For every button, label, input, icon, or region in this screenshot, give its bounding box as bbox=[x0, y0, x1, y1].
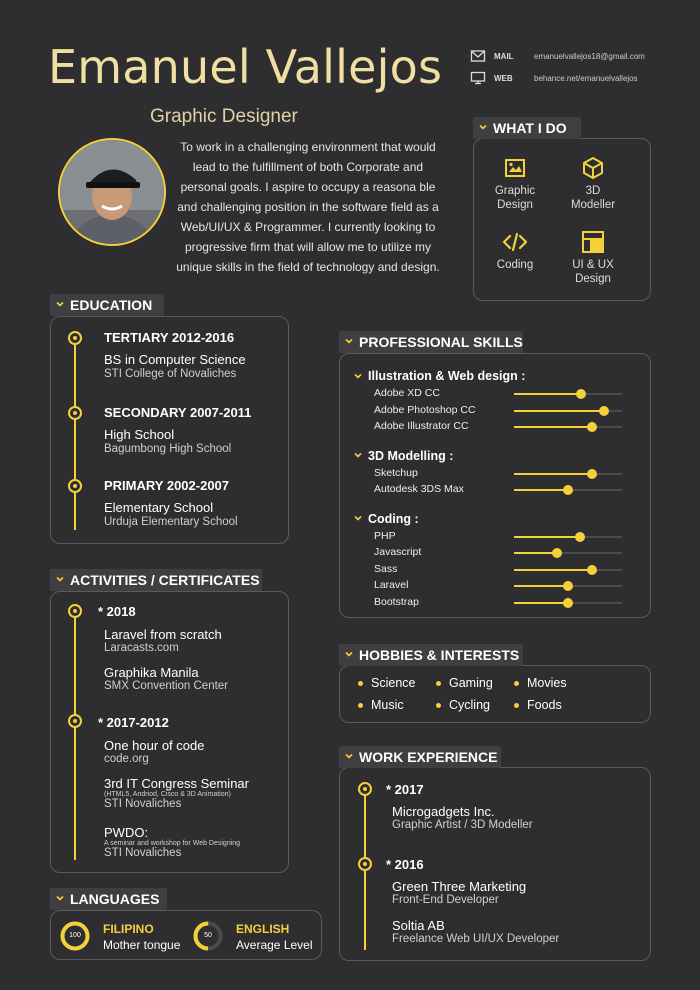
web-value[interactable]: behance.net/emanuelvallejos bbox=[534, 73, 638, 83]
skill-level-fill bbox=[514, 489, 568, 491]
timeline-dot bbox=[358, 857, 372, 871]
education-degree: High School bbox=[104, 427, 175, 442]
activity-entry bbox=[104, 776, 249, 810]
education-school: Bagumbong High School bbox=[104, 443, 232, 455]
education-title bbox=[50, 294, 164, 316]
work-position: Freelance Web UI/UX Developer bbox=[392, 933, 560, 945]
skill-name: Adobe Illustrator CC bbox=[374, 420, 469, 432]
activity-venue: SMX Convention Center bbox=[104, 680, 229, 692]
work-entry bbox=[392, 804, 533, 831]
skill-category bbox=[354, 447, 453, 465]
hobby-item: Cycling bbox=[436, 698, 490, 712]
hobby-item: Movies bbox=[514, 676, 567, 690]
web-label: WEB bbox=[494, 73, 513, 83]
activity-note: A seminar and workshop for Web Designing bbox=[104, 840, 241, 847]
skill-category-label: 3D Modelling : bbox=[368, 448, 454, 463]
hobby-item: Science bbox=[358, 676, 415, 690]
skill-level-fill bbox=[514, 569, 592, 571]
activities-timeline bbox=[74, 612, 76, 860]
service-graphic-design bbox=[484, 156, 546, 212]
chevron-down-icon bbox=[479, 123, 487, 131]
service-ui-ux bbox=[562, 230, 624, 286]
timeline-dot bbox=[68, 331, 82, 345]
service-line1: 3D bbox=[585, 185, 601, 197]
skills-title bbox=[339, 331, 523, 353]
skill-level-knob bbox=[575, 532, 585, 542]
work-company: Green Three Marketing bbox=[392, 879, 527, 894]
cube-icon bbox=[581, 156, 605, 180]
mail-label: MAIL bbox=[494, 51, 514, 61]
language-item bbox=[103, 922, 180, 952]
timeline-dot bbox=[68, 604, 82, 618]
image-edit-icon bbox=[503, 156, 527, 180]
education-item bbox=[104, 405, 251, 455]
education-degree: BS in Computer Science bbox=[104, 352, 246, 367]
skill-level-fill bbox=[514, 426, 592, 428]
education-school: Urduja Elementary School bbox=[104, 516, 238, 528]
skill-name: Adobe XD CC bbox=[374, 387, 440, 399]
languages-label: LANGUAGES bbox=[70, 891, 160, 907]
activity-title: PWDO: bbox=[104, 825, 149, 840]
language-level-value: 100 bbox=[69, 932, 81, 939]
work-entry bbox=[392, 879, 526, 906]
chevron-down-icon bbox=[345, 337, 353, 345]
skill-level-fill bbox=[514, 552, 557, 554]
profile-photo bbox=[58, 138, 166, 246]
service-line2: Design bbox=[497, 199, 533, 211]
language-level: Mother tongue bbox=[103, 938, 181, 952]
skill-level-fill bbox=[514, 410, 604, 412]
language-level-value: 50 bbox=[204, 932, 212, 939]
contact-block bbox=[470, 48, 645, 86]
work-position: Front-End Developer bbox=[392, 894, 499, 906]
skill-name: PHP bbox=[374, 529, 396, 542]
career-objective: To work in a challenging environment that would lead to the fulfillment of both Corporate and personal goals. I aspire to occupy a reasona ble and challenging position in the software field as a Web/UI/UX & Programmer. I currently looking to progressive firm that will allow me to utilize my unique skills in the field of technology and design. bbox=[176, 140, 440, 274]
work-company: Microgadgets Inc. bbox=[392, 804, 495, 819]
service-line1: Graphic bbox=[494, 185, 536, 197]
hobbies-title bbox=[339, 644, 523, 666]
skill-name: Javascript bbox=[374, 546, 422, 558]
timeline-dot bbox=[358, 782, 372, 796]
chevron-down-icon bbox=[345, 752, 353, 760]
skill-level-track bbox=[514, 393, 622, 395]
hobbies-panel bbox=[339, 665, 651, 723]
service-line1: Coding bbox=[496, 259, 534, 271]
skill-level-track bbox=[514, 536, 622, 538]
service-coding bbox=[484, 230, 546, 272]
work-company: Soltia AB bbox=[392, 918, 445, 933]
skill-level-fill bbox=[514, 585, 568, 587]
mail-icon bbox=[470, 49, 486, 63]
timeline-dot bbox=[68, 479, 82, 493]
skill-level-knob bbox=[587, 565, 597, 575]
chevron-down-icon bbox=[354, 514, 362, 522]
skill-level-fill bbox=[514, 602, 568, 604]
timeline-dot bbox=[68, 714, 82, 728]
language-ring-english bbox=[193, 921, 225, 953]
chevron-down-icon bbox=[354, 372, 362, 380]
education-item bbox=[104, 478, 238, 528]
contact-web[interactable] bbox=[470, 70, 645, 86]
mail-value[interactable]: emanuelvallejos18@gmail.com bbox=[534, 51, 645, 61]
hobby-item: Foods bbox=[514, 698, 562, 712]
skill-level-knob bbox=[563, 581, 573, 591]
activity-entry bbox=[104, 627, 222, 654]
skill-category-label: Coding : bbox=[368, 511, 419, 526]
skill-level-knob bbox=[563, 598, 573, 608]
chevron-down-icon bbox=[345, 650, 353, 658]
activity-title: 3rd IT Congress Seminar bbox=[104, 776, 249, 791]
layout-icon bbox=[581, 230, 605, 254]
skill-name: Laravel bbox=[374, 579, 409, 591]
activity-entry bbox=[104, 825, 240, 859]
activity-title: Graphika Manila bbox=[104, 665, 199, 680]
what-i-do-title bbox=[473, 117, 581, 139]
skill-level-track bbox=[514, 426, 622, 428]
skill-level-track bbox=[514, 489, 622, 491]
chevron-down-icon bbox=[56, 575, 64, 583]
skills-list bbox=[354, 367, 639, 607]
skill-level-track bbox=[514, 602, 622, 604]
activities-label: ACTIVITIES / CERTIFICATES bbox=[70, 572, 260, 588]
skill-level-track bbox=[514, 410, 622, 412]
activity-venue: STI Novaliches bbox=[104, 847, 182, 859]
activity-venue: STI Novaliches bbox=[104, 798, 182, 810]
education-timeline bbox=[74, 340, 76, 530]
activities-title bbox=[50, 569, 262, 591]
education-heading: PRIMARY 2002-2007 bbox=[104, 478, 230, 493]
skill-name: Adobe Photoshop CC bbox=[374, 403, 476, 416]
skills-label: PROFESSIONAL SKILLS bbox=[359, 334, 523, 350]
skill-name: Autodesk 3DS Max bbox=[374, 483, 464, 495]
service-3d-modeller bbox=[562, 156, 624, 212]
work-position: Graphic Artist / 3D Modeller bbox=[392, 819, 533, 831]
work-year: * 2017 bbox=[386, 782, 424, 797]
activity-title: Laravel from scratch bbox=[104, 627, 222, 642]
skill-level-fill bbox=[514, 473, 592, 475]
skill-level-knob bbox=[563, 485, 573, 495]
activity-title: One hour of code bbox=[104, 738, 205, 753]
what-i-do-label: WHAT I DO bbox=[493, 120, 567, 136]
service-line2: Design bbox=[575, 273, 611, 285]
hobby-item: Music bbox=[358, 698, 404, 712]
skill-level-knob bbox=[599, 406, 609, 416]
skill-level-knob bbox=[552, 548, 562, 558]
skill-level-knob bbox=[587, 469, 597, 479]
education-label: EDUCATION bbox=[70, 297, 153, 313]
education-heading: TERTIARY 2012-2016 bbox=[104, 330, 235, 345]
work-title bbox=[339, 746, 501, 768]
activity-year: * 2017-2012 bbox=[98, 715, 169, 730]
skill-category bbox=[354, 367, 525, 385]
language-name: FILIPINO bbox=[103, 922, 154, 936]
work-label: WORK EXPERIENCE bbox=[359, 749, 498, 765]
skill-category bbox=[354, 510, 419, 528]
languages-title bbox=[50, 888, 167, 910]
skill-level-knob bbox=[587, 422, 597, 432]
activity-entry bbox=[104, 738, 204, 765]
language-name: ENGLISH bbox=[236, 922, 290, 936]
skill-level-track bbox=[514, 552, 622, 554]
skill-level-fill bbox=[514, 393, 581, 395]
chevron-down-icon bbox=[56, 894, 64, 902]
skill-name: Sass bbox=[374, 562, 398, 575]
work-entry bbox=[392, 918, 559, 945]
language-ring-filipino bbox=[60, 921, 92, 953]
activity-entry bbox=[104, 665, 228, 692]
activity-venue: Laracasts.com bbox=[104, 642, 179, 654]
education-heading: SECONDARY 2007-2011 bbox=[104, 405, 252, 420]
skill-category-label: Illustration & Web design : bbox=[368, 369, 526, 383]
chevron-down-icon bbox=[354, 451, 362, 459]
activity-year: * 2018 bbox=[98, 604, 136, 619]
skill-level-knob bbox=[576, 389, 586, 399]
service-line2: Modeller bbox=[570, 199, 616, 211]
activity-venue: code.org bbox=[104, 753, 149, 765]
skill-name: Sketchup bbox=[374, 466, 418, 479]
skill-level-fill bbox=[514, 536, 580, 538]
activity-note: (HTML5, Andriod, Cisco & 3D Animation) bbox=[104, 791, 231, 798]
timeline-dot bbox=[68, 406, 82, 420]
chevron-down-icon bbox=[56, 300, 64, 308]
skill-name: Bootstrap bbox=[374, 595, 419, 608]
candidate-role: Graphic Designer bbox=[150, 106, 298, 127]
hobby-item: Gaming bbox=[436, 676, 493, 690]
contact-mail[interactable] bbox=[470, 48, 645, 64]
candidate-name: Emanuel Vallejos bbox=[48, 40, 443, 94]
education-item bbox=[104, 330, 246, 380]
hobbies-label: HOBBIES & INTERESTS bbox=[359, 647, 520, 663]
skill-level-track bbox=[514, 569, 622, 571]
skill-level-track bbox=[514, 473, 622, 475]
service-line1: UI & UX bbox=[572, 259, 614, 271]
education-school: STI College of Novaliches bbox=[104, 368, 237, 380]
code-icon bbox=[502, 230, 528, 254]
language-level: Average Level bbox=[236, 938, 313, 952]
education-degree: Elementary School bbox=[104, 500, 214, 515]
monitor-icon bbox=[470, 71, 486, 85]
language-item bbox=[236, 922, 313, 952]
work-year: * 2016 bbox=[386, 857, 424, 872]
skill-level-track bbox=[514, 585, 622, 587]
